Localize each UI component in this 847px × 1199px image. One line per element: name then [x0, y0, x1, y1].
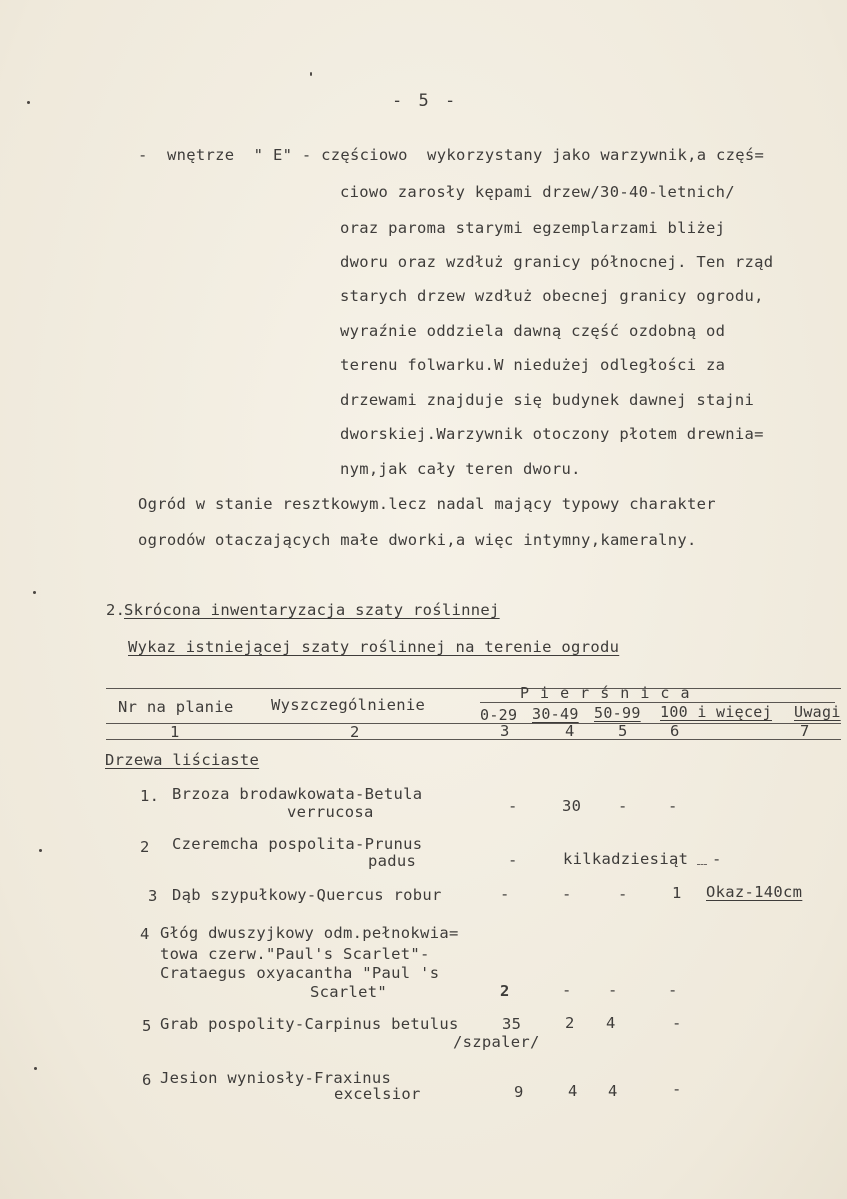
- para-line-7: terenu folwarku.W niedużej odległości za: [340, 356, 726, 374]
- row-5-c4: -: [672, 1014, 682, 1032]
- row-5-c3: 4: [606, 1014, 616, 1032]
- row-4-c2: -: [562, 981, 572, 999]
- colnum-4: 4: [565, 722, 575, 740]
- row-3-c3: -: [618, 885, 628, 903]
- row-1-name: Brzoza brodawkowata-Betula: [172, 785, 423, 803]
- para-line-10: nym,jak cały teren dworu.: [340, 460, 581, 478]
- row-4-name-4: Scarlet": [310, 983, 388, 1001]
- colnum-5: 5: [618, 722, 628, 740]
- row-1-c3: -: [618, 797, 628, 815]
- row-2-dash-line: [697, 864, 707, 865]
- row-4-c4: -: [668, 981, 678, 999]
- section-subtitle: Wykaz istniejącej szaty roślinnej na terenie ogrodu: [128, 638, 620, 656]
- header-bottom-rule: [106, 723, 841, 724]
- row-2-c4: -: [712, 850, 722, 868]
- row-1-c2: 30: [562, 797, 582, 815]
- numbers-bottom-rule: [106, 739, 841, 740]
- header-desc: Wyszczególnienie: [271, 696, 426, 714]
- para-line-2: ciowo zarosły kępami drzew/30-40-letnich/: [340, 183, 735, 201]
- summary-line-2: ogrodów otaczających małe dworki,a więc intymny,kameralny.: [138, 531, 697, 549]
- row-6-name: Jesion wyniosły-Fraxinus: [160, 1069, 392, 1087]
- para-line-8: drzewami znajduje się budynek dawnej stajni: [340, 391, 755, 409]
- para-line-9: dworskiej.Warzywnik otoczony płotem drewnia=: [340, 425, 764, 443]
- scan-speck: [33, 591, 36, 594]
- row-1-c4: -: [668, 797, 678, 815]
- row-1-name-2: verrucosa: [287, 803, 374, 821]
- para-line-4: dworu oraz wzdłuż granicy północnej. Ten rząd: [340, 253, 774, 271]
- header-30-49: 30-49: [532, 705, 579, 723]
- para-line-3: oraz paroma starymi egzemplarzami bliżej: [340, 219, 726, 237]
- para-line-5: starych drzew wzdłuż obecnej granicy ogrodu,: [340, 287, 764, 305]
- group-rule: [480, 702, 835, 703]
- colnum-6: 6: [670, 722, 680, 740]
- table-top-rule: [106, 688, 841, 689]
- row-4-c1: 2: [500, 982, 510, 1000]
- colnum-2: 2: [350, 723, 360, 741]
- row-6-c3: 4: [608, 1082, 618, 1100]
- colnum-7: 7: [800, 722, 810, 740]
- scan-speck: [310, 72, 312, 76]
- row-4-nr: 4: [140, 925, 150, 943]
- colnum-3: 3: [500, 722, 510, 740]
- group-header: P i e r ś n i c a: [520, 684, 691, 702]
- row-4-name-3: Crataegus oxyacantha "Paul 's: [160, 964, 440, 982]
- header-notes: Uwagi: [794, 703, 841, 721]
- row-5-name: Grab pospolity-Carpinus betulus: [160, 1015, 459, 1033]
- row-3-c1: -: [500, 885, 510, 903]
- row-5-nr: 5: [142, 1017, 152, 1035]
- header-0-29: 0-29: [480, 706, 518, 724]
- row-3-c4: 1: [672, 884, 682, 902]
- category-label: Drzewa liściaste: [105, 751, 260, 769]
- row-3-note: Okaz-140cm: [706, 883, 803, 901]
- row-3-name: Dąb szypułkowy-Quercus robur: [172, 886, 442, 904]
- row-3-nr: 3: [148, 887, 158, 905]
- header-nr: Nr na planie: [118, 698, 234, 716]
- row-4-name-2: towa czerw."Paul's Scarlet"-: [160, 945, 430, 963]
- scan-speck: [39, 849, 42, 852]
- row-6-c2: 4: [568, 1082, 578, 1100]
- row-6-c1: 9: [514, 1083, 524, 1101]
- row-2-name: Czeremcha pospolita-Prunus: [172, 835, 423, 853]
- para-line-1: wnętrze " E" - częściowo wykorzystany jako warzywnik,a częś=: [167, 146, 765, 164]
- row-5-c2: 2: [565, 1014, 575, 1032]
- row-3-c2: -: [562, 885, 572, 903]
- colnum-1: 1: [170, 723, 180, 741]
- bullet-dash: -: [138, 146, 148, 164]
- row-2-c1: -: [508, 851, 518, 869]
- row-1-c1: -: [508, 797, 518, 815]
- row-2-name-2: padus: [368, 852, 417, 870]
- para-line-6: wyraźnie oddziela dawną część ozdobną od: [340, 322, 726, 340]
- row-5-c1: 35: [502, 1015, 522, 1033]
- row-6-nr: 6: [142, 1071, 152, 1089]
- row-2-c2: kilkadziesiąt: [563, 850, 689, 868]
- row-4-c3: -: [608, 981, 618, 999]
- row-4-name: Głóg dwuszyjkowy odm.pełnokwia=: [160, 924, 459, 942]
- scan-speck: [34, 1067, 37, 1070]
- page-number: - 5 -: [392, 91, 459, 111]
- summary-line-1: Ogród w stanie resztkowym.lecz nadal mający typowy charakter: [138, 495, 716, 513]
- row-2-nr: 2: [140, 838, 150, 856]
- section-title: Skrócona inwentaryzacja szaty roślinnej: [124, 601, 500, 619]
- row-5-name-2: /szpaler/: [453, 1033, 540, 1051]
- row-6-name-2: excelsior: [334, 1085, 421, 1103]
- scan-speck: [27, 101, 30, 104]
- section-number: 2.: [106, 601, 126, 619]
- row-6-c4: -: [672, 1080, 682, 1098]
- header-50-99: 50-99: [594, 704, 641, 722]
- row-1-nr: 1.: [140, 787, 160, 805]
- header-100-more: 100 i więcej: [660, 703, 772, 721]
